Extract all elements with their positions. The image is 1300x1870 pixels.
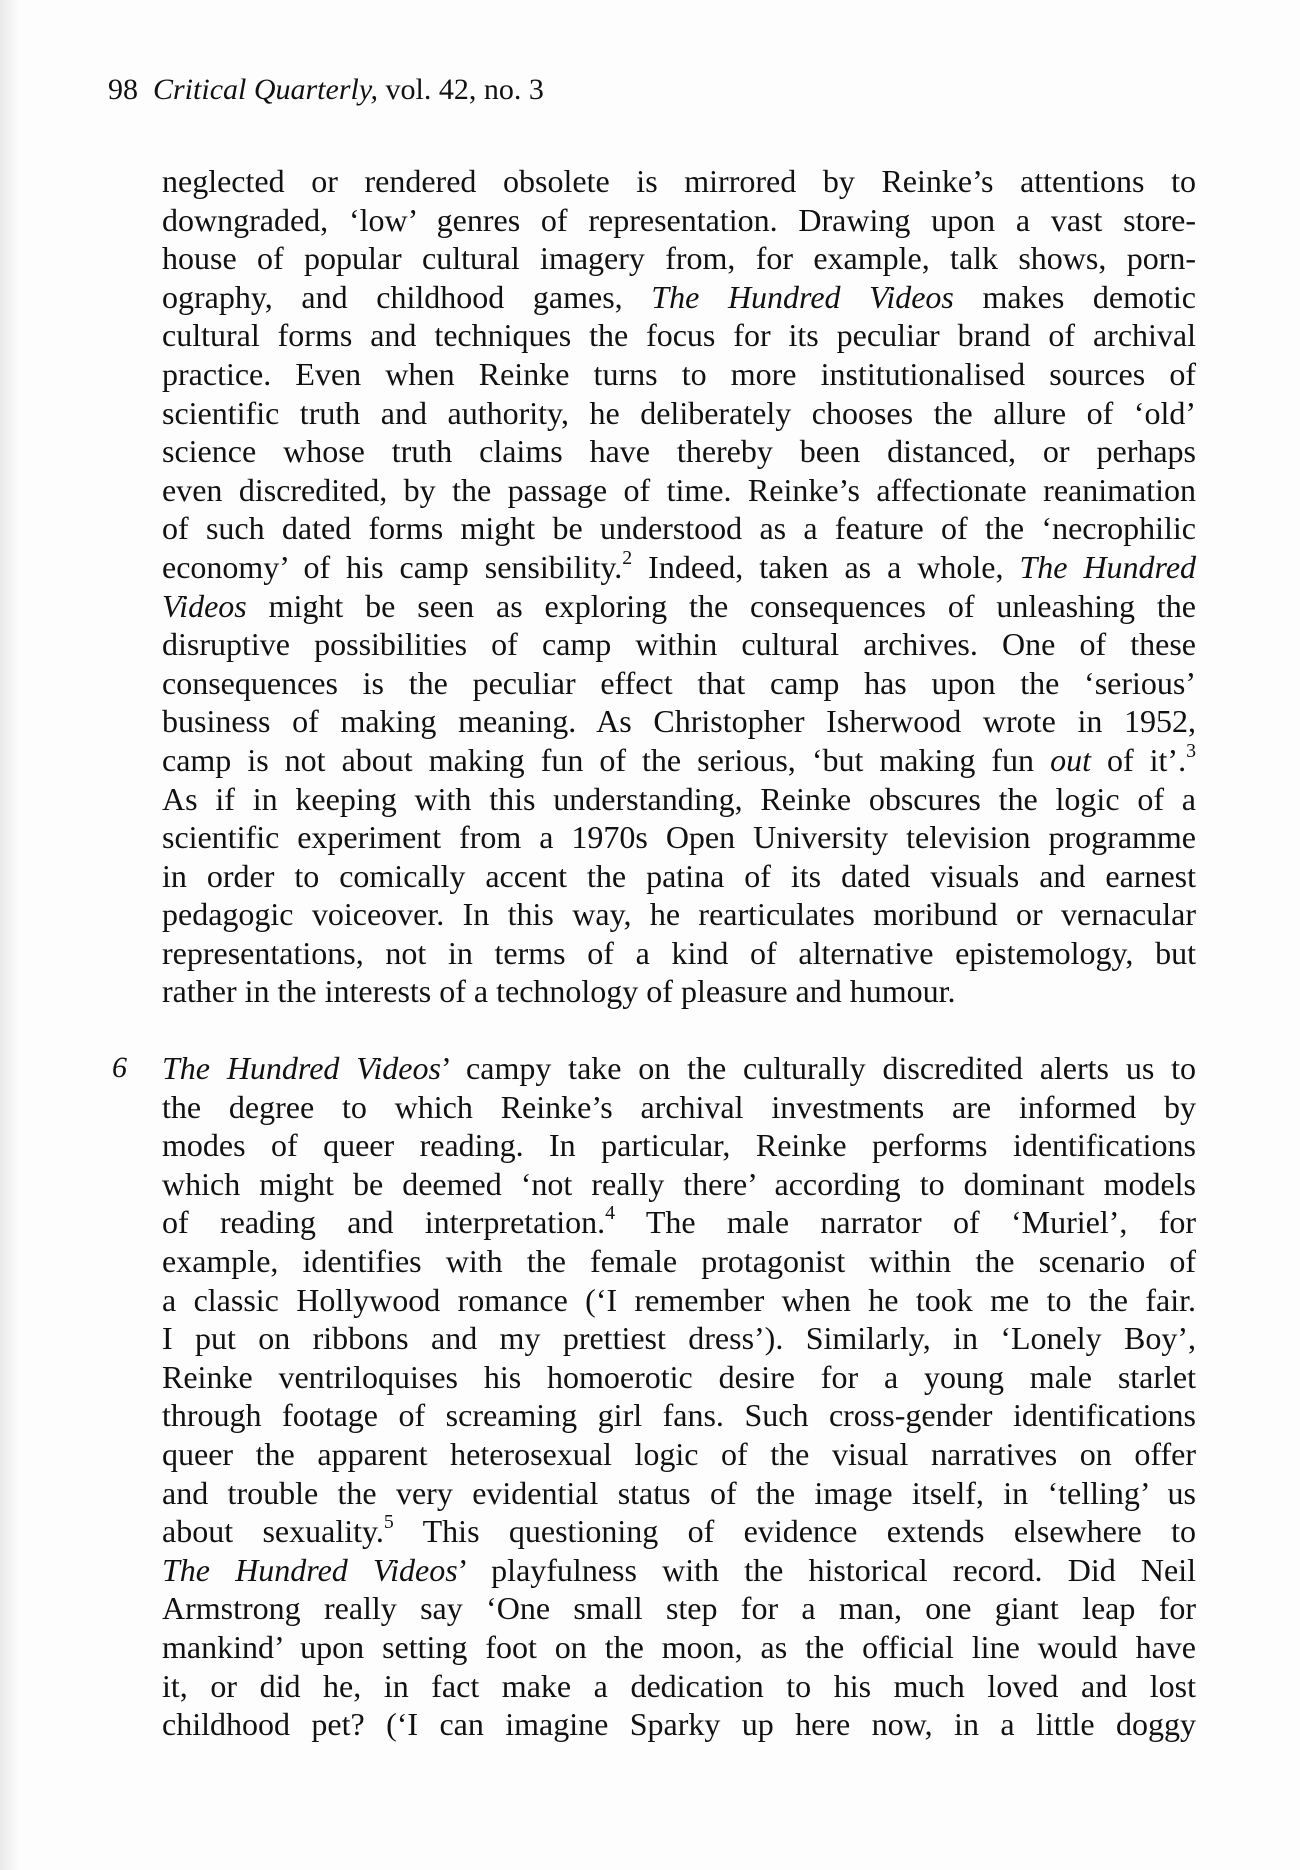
text-line: The Hundred Videos’ campy take on the culturally discredited alerts us to [162, 1050, 1197, 1087]
text-line: of such dated forms might be understood as a feature of the ‘necrophilic [162, 510, 1196, 547]
text-line: about sexuality.$^5$ This questioning of evidence extends elsewhere to [162, 1511, 1197, 1550]
text-line: neglected or rendered obsolete is mirrored by Reinke’s attentions to [162, 163, 1196, 199]
text-line: mankind’ upon setting foot on the moon, as the official line would have [162, 1628, 1196, 1665]
text-line: modes of queer reading. In particular, Reinke performs identifications [162, 1127, 1196, 1164]
italic-title: out [1050, 741, 1091, 778]
italic-title: The Hundred Videos [162, 1551, 458, 1588]
text-line: downgraded, ‘low’ genres of representation. Drawing upon a vast store- [162, 201, 1196, 238]
text-line: The Hundred Videos’ playfulness with the historical record. Did Neil [162, 1551, 1197, 1588]
text-line: example, identifies with the female protagonist within the scenario of [162, 1243, 1196, 1280]
text-line: pedagogic voiceover. In this way, he rearticulates moribund or vernacular [162, 896, 1196, 933]
text-line: Armstrong really say ‘One small step for a man, one giant leap for [162, 1590, 1196, 1627]
text-line: even discredited, by the passage of time. Reinke’s affectionate reanimation [162, 471, 1196, 508]
text-line: queer the apparent heterosexual logic of the visual narratives on offer [162, 1436, 1196, 1472]
text-line: practice. Even when Reinke turns to more institutionalised sources of [162, 355, 1196, 392]
paragraph-number: 6 [112, 1051, 127, 1085]
italic-title: Videos [162, 587, 247, 624]
text-line: I put on ribbons and my prettiest dress’). Similarly, in ‘Lonely Boy’, [162, 1320, 1196, 1357]
text-line: and trouble the very evidential status of the image itself, in ‘telling’ us [162, 1474, 1196, 1511]
text-line: camp is not about making fun of the serious, ‘but making fun out of it’.$^3$ [162, 740, 1197, 778]
italic-title: The Hundred Videos [162, 1050, 441, 1087]
paragraph [162, 162, 1196, 1011]
text-line: the degree to which Reinke’s archival investments are informed by [162, 1088, 1196, 1125]
footnote-marker: 5 [383, 1511, 394, 1534]
text-line: Reinke ventriloquises his homoerotic desire for a young male starlet [162, 1358, 1196, 1395]
text-line: Videos might be seen as exploring the consequences of unleashing the [162, 587, 1196, 624]
text-line: consequences is the peculiar effect that camp has upon the ‘serious’ [162, 664, 1196, 701]
text-line: in order to comically accent the patina of its dated visuals and earnest [162, 857, 1196, 894]
italic-title: The Hundred [1019, 548, 1197, 585]
text-line: scientific experiment from a 1970s Open University television programme [162, 819, 1196, 856]
text-line: of reading and interpretation.$^4$ The male narrator of ‘Muriel’, for [162, 1202, 1197, 1241]
text-line: science whose truth claims have thereby been distanced, or perhaps [162, 433, 1196, 470]
text-line: economy’ of his camp sensibility.$^2$ Indeed, taken as a whole, The Hundred [162, 547, 1197, 585]
footnote-marker: 4 [605, 1202, 616, 1225]
text-line: scientific truth and authority, he deliberately chooses the allure of ‘old’ [162, 394, 1196, 431]
journal-volume: vol. 42, no. 3 [385, 73, 544, 106]
text-line: business of making meaning. As Christopher Isherwood wrote in 1952, [162, 703, 1196, 740]
running-head [108, 70, 544, 110]
page-number: 98 [108, 73, 138, 106]
text-line: a classic Hollywood romance (‘I remember when he took me to the fair. [162, 1281, 1196, 1318]
footnote-marker: 2 [622, 547, 633, 570]
paragraph [112, 1049, 1197, 1744]
text-line: ography, and childhood games, The Hundred Videos makes demotic [162, 278, 1197, 315]
text-line: representations, not in terms of a kind of alternative epistemology, but [162, 934, 1196, 971]
footnote-marker: 3 [1186, 740, 1197, 763]
text-line: disruptive possibilities of camp within cultural archives. One of these [162, 626, 1196, 663]
text-line: childhood pet? (‘I can imagine Sparky up here now, in a little doggy [162, 1706, 1196, 1743]
article-body [112, 162, 1197, 1744]
page-gutter-shadow [0, 0, 18, 1870]
text-line: through footage of screaming girl fans. Such cross-gender identifications [162, 1397, 1196, 1434]
text-line: which might be deemed ‘not really there’ according to dominant models [162, 1165, 1196, 1202]
text-line: house of popular cultural imagery from, for example, talk shows, porn- [162, 240, 1196, 277]
text-line: As if in keeping with this understanding, Reinke obscures the logic of a [162, 780, 1196, 817]
text-line: it, or did he, in fact make a dedication to his much loved and lost [162, 1667, 1196, 1704]
text-line: rather in the interests of a technology of pleasure and humour. [162, 973, 956, 1010]
italic-title: The Hundred Videos [651, 278, 954, 315]
text-line: cultural forms and techniques the focus for its peculiar brand of archival [162, 317, 1196, 354]
journal-title: Critical Quarterly, [153, 73, 378, 106]
